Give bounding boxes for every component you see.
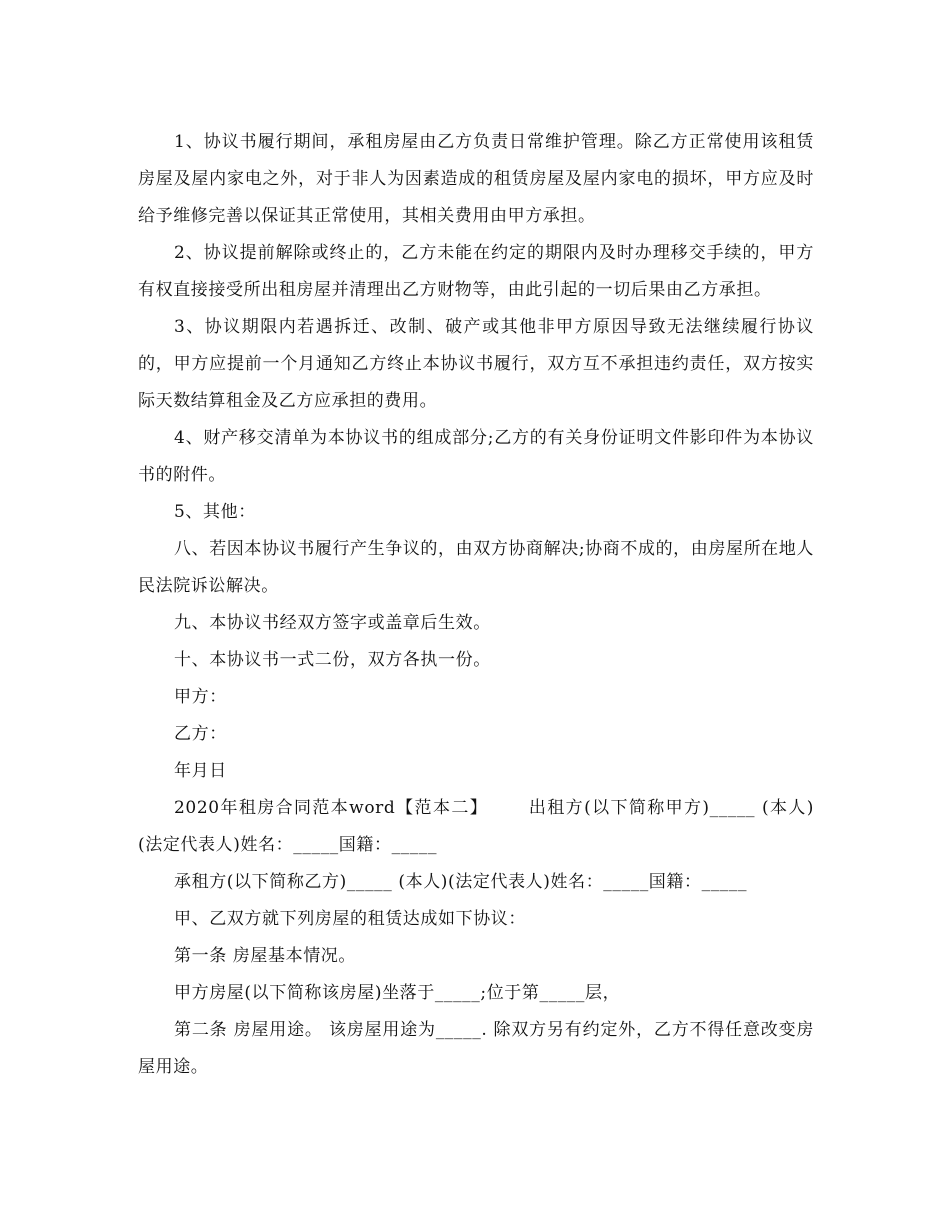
sample-title: 2020年租房合同范本word【范本二】 [174,798,489,818]
paragraph-clause-1: 1、协议书履行期间，承租房屋由乙方负责日常维护管理。除乙方正常使用该租赁房屋及屋内家电之外，对于非人为因素造成的租赁房屋及屋内家电的损坏，甲方应及时给予维修完善以保证其正常使用，其相关费用由甲方承担。 [138,132,814,226]
document-body [138,124,814,1086]
lessor-line: 出租方(以下简称甲方)_____ (本人)(法定代表人)姓名：_____国籍：_____ [138,798,814,855]
paragraph-clause-3: 3、协议期限内若遇拆迁、改制、破产或其他非甲方原因导致无法继续履行协议的，甲方应提前一个月通知乙方终止本协议书履行，双方互不承担违约责任，双方按实际天数结算租金及乙方应承担的费用。 [138,317,814,411]
party-b-signature-line: 乙方： [174,724,227,744]
paragraph-article-8: 八、若因本协议书履行产生争议的，由双方协商解决;协商不成的，由房屋所在地人民法院诉讼解决。 [138,539,814,596]
article-1-heading: 第一条 房屋基本情况。 [174,946,357,966]
article-2-usage: 第二条 房屋用途。 该房屋用途为_____. 除双方另有约定外，乙方不得任意改变房屋用途。 [138,1020,814,1077]
date-line: 年月日 [174,761,227,781]
paragraph-clause-5: 5、其他： [174,502,256,522]
party-a-signature-line: 甲方： [174,687,227,707]
sample-two-intro [138,790,814,864]
paragraph-article-9: 九、本协议书经双方签字或盖章后生效。 [174,613,491,633]
lessee-line: 承租方(以下简称乙方)_____ (本人)(法定代表人)姓名：_____国籍：_____ [174,872,748,892]
paragraph-article-10: 十、本协议书一式二份，双方各执一份。 [174,650,491,670]
paragraph-clause-4: 4、财产移交清单为本协议书的组成部分;乙方的有关身份证明文件影印件为本协议书的附件。 [138,428,814,485]
paragraph-clause-2: 2、协议提前解除或终止的，乙方未能在约定的期限内及时办理移交手续的，甲方有权直接接受所出租房屋并清理出乙方财物等，由此引起的一切后果由乙方承担。 [138,243,814,300]
agreement-intro: 甲、乙双方就下列房屋的租赁达成如下协议： [174,909,526,929]
property-location-line: 甲方房屋(以下简称该房屋)坐落于_____;位于第_____层， [174,983,621,1003]
